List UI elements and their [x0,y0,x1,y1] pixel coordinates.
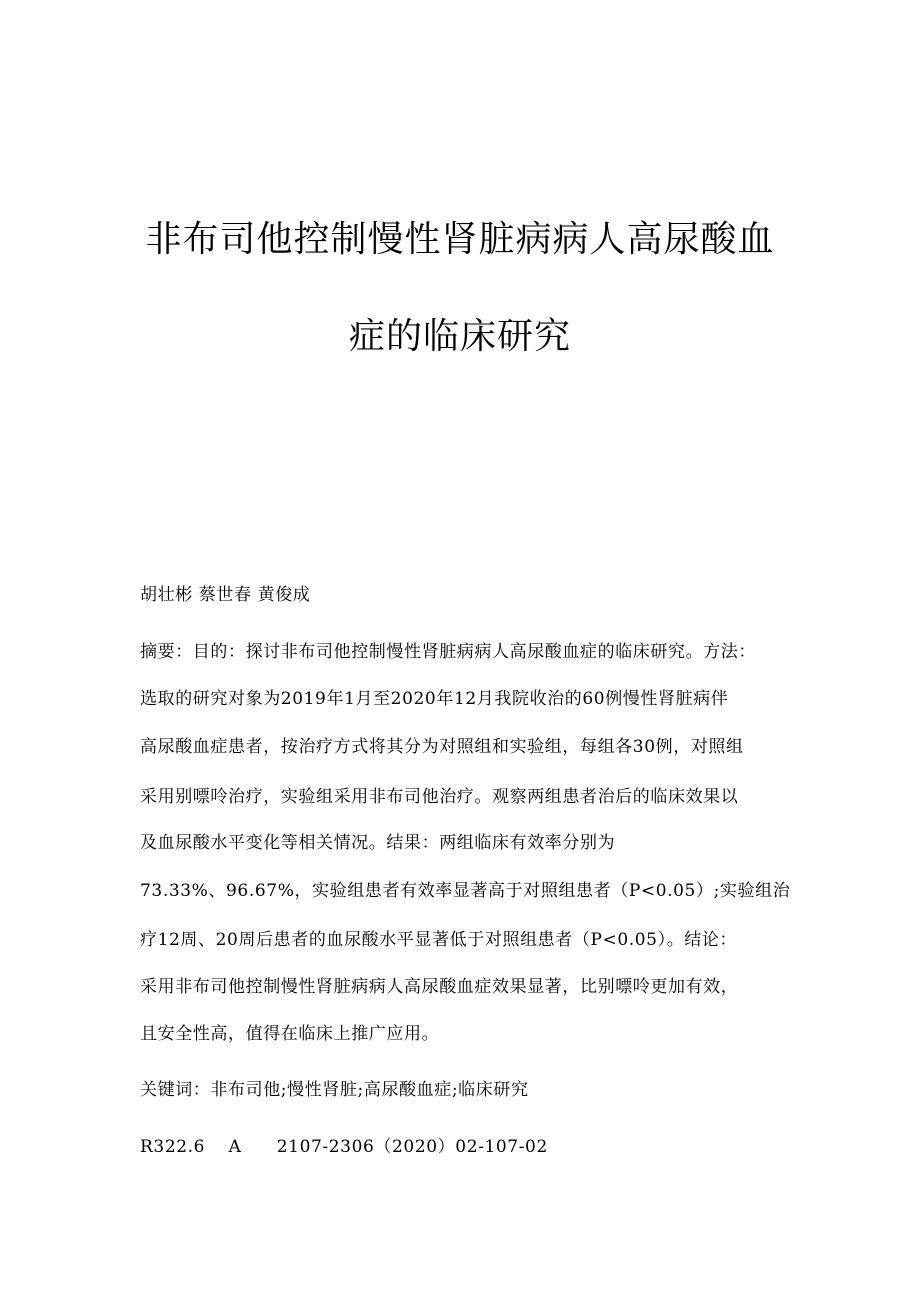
abstract-line: 73.33%、96.67%，实验组患者有效率显著高于对照组患者（P<0.05）;实验组治 [140,881,791,901]
abstract-line: 且安全性高，值得在临床上推广应用。 [140,1024,440,1044]
title-line-2: 症的临床研究 [348,316,571,357]
keywords: 关键词：非布司他;慢性肾脏;高尿酸血症;临床研究 [140,1080,529,1100]
abstract-line: 摘要：目的：探讨非布司他控制慢性肾脏病病人高尿酸血症的临床研究。方法： [140,642,756,662]
title-line-1: 非布司他控制慢性肾脏病病人高尿酸血 [145,219,775,260]
abstract-line: 疗12周、20周后患者的血尿酸水平显著低于对照组患者（P<0.05）。结论： [140,930,738,950]
abstract-line: 及血尿酸水平变化等相关情况。结果：两组临床有效率分别为 [140,833,616,853]
authors: 胡壮彬 蔡世春 黄俊成 [140,585,311,605]
abstract-line: 采用别嘌呤治疗，实验组采用非布司他治疗。观察两组患者治后的临床效果以 [140,787,739,807]
abstract-line: 选取的研究对象为2019年1月至2020年12月我院收治的60例慢性肾脏病伴 [140,689,729,709]
classification-codes: R322.6 A 2107-2306（2020）02-107-02 [140,1137,548,1157]
abstract-line: 高尿酸血症患者，按治疗方式将其分为对照组和实验组，每组各30例，对照组 [140,737,744,757]
abstract-line: 采用非布司他控制慢性肾脏病病人高尿酸血症效果显著，比别嘌呤更加有效， [140,977,739,997]
